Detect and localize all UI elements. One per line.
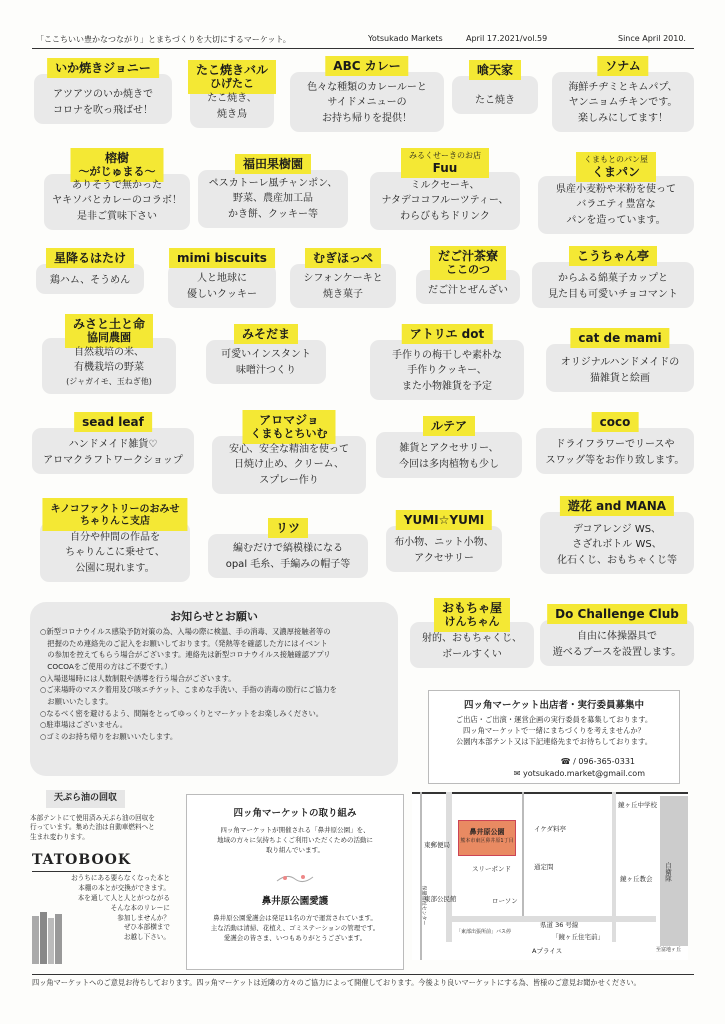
since: Since April 2010. (618, 34, 686, 43)
shop-card (190, 63, 274, 128)
oil-collection (30, 790, 175, 970)
notice-panel (30, 602, 398, 776)
shop-card (540, 499, 694, 574)
shop-name: くまもとのパン屋 くまパン (576, 152, 656, 182)
shop-name: ソナム (597, 56, 648, 76)
shop-desc: だご汁とぜんざい (428, 284, 508, 296)
shop-name: 喰天家 (469, 60, 521, 80)
shop-card (206, 327, 326, 384)
shop-card (42, 317, 176, 394)
shop-name: coco (592, 412, 639, 432)
shop-desc: デコアレンジ WS、 さざれボトル WS、 化石くじ、おもちゃくじ等 (557, 523, 677, 566)
shop-card (44, 151, 190, 230)
shop-card (552, 59, 694, 132)
shop-card (36, 251, 144, 294)
recruit-desc: ご出店・ご出演・運営企画の実行委員を募集しております。 四ッ角マーケットで一緒にまちづくりを考えませんか？ 公園内本部テント又は下記連絡先までお待ちしております。 (455, 715, 653, 746)
issue: April 17.2021/vol.59 (466, 34, 548, 43)
footer: 四ッ角マーケットへのご意見お待ちしております。四ッ角マーケットは近隣の方々のご協力によって開催しております。今後より良いマーケットにする為、皆様のご意見お聞かせください。 (32, 974, 694, 988)
map: 鼻井原公園 熊本市東区鼻井原1丁目 東郵便局 イケダ料亭 鏡ヶ丘中学校 スリーボンド 通定問 鏡ヶ丘教会 東部公民館 ローソン 県道 36 号線 「東部出張所前」バス停 Aプライス 「鏡ヶ丘住宅前」 保健福祉センター 自衛隊 至富地ヶ丘 (412, 792, 688, 960)
tatobook-text: おうちにある要らなくなった本と 本棚の本とが交換ができます。 本を通して人と人とがつながる そんな本のリレーに 参加しませんか？ ぜひ本部横まで お越し下さい。 (71, 874, 170, 942)
shop-name: Do Challenge Club (547, 604, 687, 624)
shop-card (34, 61, 172, 124)
notice-title: お知らせとお願い (170, 610, 258, 623)
notice-item: ○入場退場時には人数制限や誘導を行う場合がございます。 (40, 673, 236, 683)
shop-desc: たこ焼き (475, 94, 515, 106)
shop-name: mimi biscuits (169, 248, 275, 268)
shop-name: アロマジョ くまもとちいむ (243, 410, 336, 444)
shop-name: いか焼きジョニー (47, 58, 159, 78)
shop-desc: 自分や仲間の作品を ちゃりんこに乗せて、 公園に現れます。 (65, 531, 165, 574)
notice-item: 把握のため連絡先のご記入をお願いしております。（発熱等を確認した方にはイベント (40, 638, 328, 648)
recruit-box (428, 690, 680, 784)
recruit-title: 四ッ角マーケット出店者・実行委員募集中 (463, 700, 645, 711)
shop-name: みさと土と命 協同農園 (65, 314, 153, 348)
shop-desc: ミルクセーキ、 ナタデココフルーツティー、 わらびもちドリンク (381, 179, 509, 222)
shop-desc: 県産小麦粉や米粉を使って バラエティ豊富な パンを造っています。 (556, 183, 676, 226)
shop-name: だご汁茶寮 ここのつ (430, 246, 506, 280)
notice-item: ○ゴミのお持ち帰りをお願いいたします。 (40, 732, 178, 742)
shop-card (452, 63, 538, 114)
shop-name: おもちゃ屋 けんちゃん (434, 598, 510, 632)
shop-card (376, 419, 522, 478)
shop-card (532, 249, 694, 308)
shop-desc: 自由に体操器具で 遊べるブースを設置します。 (552, 631, 682, 658)
shop-desc: 手作りの梅干しや素朴な 手作りクッキー、 また小物雑貨を予定 (392, 349, 502, 392)
shop-card (538, 155, 694, 234)
shop-name: むぎほっぺ (305, 248, 381, 268)
brand: Yotsukado Markets (368, 34, 443, 43)
notice-item: ○なるべく密を避けるよう、間隔をとってゆっくりとマーケットをお楽しみください。 (40, 708, 324, 718)
shop-desc: ありそうで無かった ヤキソバとカレーのコラボ！ 是非ご賞味下さい (52, 179, 182, 222)
shop-card (370, 151, 520, 230)
park-area: 鼻井原公園 熊本市東区鼻井原1丁目 (458, 820, 516, 856)
email-link[interactable]: ✉ yotsukado.market@gmail.com (513, 769, 645, 778)
shop-desc: 可愛いインスタント 味噌汁つくり (221, 349, 311, 376)
oil-title: 天ぷら油の回収 (46, 790, 125, 808)
shop-name: ABC カレー (325, 56, 408, 76)
tatobook-section (30, 848, 170, 968)
shop-name: ルテア (423, 416, 475, 436)
tagline: 「ここちいい豊かなつながり」とまちづくりを大切にするマーケット。 (36, 35, 291, 44)
shop-desc: 雑貨とアクセサリー、 今回は多肉植物も少し (399, 443, 499, 470)
notice-item: お願いいたします。 (40, 697, 113, 707)
shop-desc: 布小物、ニット小物、 アクセサリー (394, 537, 494, 564)
notice-item: ○新型コロナウイルス感染予防対策の為、入場の際に検温、手の消毒、又濃厚接触者等の (40, 627, 331, 636)
shop-name: リツ (268, 518, 308, 538)
shop-desc: 射的、おもちゃくじ、 ボールすくい (422, 633, 522, 660)
shop-card (198, 157, 348, 228)
shop-name: YUMI☆YUMI (396, 510, 492, 530)
shop-name: 榕樹 〜がじゅまる〜 (71, 148, 164, 182)
books-icon (30, 910, 64, 966)
shop-card (208, 521, 368, 578)
notice-item: の参加を控えてもらう場合がございます。連絡先は新型コロナウイルス接触確認アプリ (40, 650, 331, 660)
shop-desc: オリジナルハンドメイドの 猫雑貨と絵画 (560, 357, 680, 384)
shop-card (546, 331, 694, 392)
shop-desc: 鶏ハム、そうめん (49, 274, 131, 286)
shop-desc: アツアツのいか焼きで コロナを吹っ飛ばせ！ (53, 89, 153, 116)
shop-card (540, 607, 694, 666)
shop-name: sead leaf (74, 412, 152, 432)
notice-item: COCOAをご使用の方はご不要です。） (40, 662, 172, 672)
shop-desc: ドライフラワーでリースや スワッグ等をお作り致します。 (545, 439, 685, 466)
shop-card (212, 413, 366, 494)
top-bar (32, 34, 694, 49)
shop-card (40, 504, 190, 582)
shop-name: みそだま (234, 324, 298, 344)
tatobook-logo: TATOBOOK (32, 850, 131, 872)
notice-list (40, 626, 390, 743)
shop-name: 遊花 and MANA (560, 496, 674, 516)
effort-title-2: 鼻井原公園愛護 (261, 896, 329, 907)
notice-item: ○ご来場時のマスク着用及び咳エチケット、こまめな手洗い、手指の消毒の励行にご協力を (40, 685, 337, 695)
shop-card (290, 59, 444, 132)
shop-desc: からふる綿菓子カップと 見た目も可愛いチョコマント (548, 273, 678, 300)
shop-card (370, 327, 524, 400)
shop-card (386, 513, 502, 572)
effort-box (186, 794, 404, 970)
shop-name: キノコファクトリーのおみせ ちゃりんこ支店 (42, 498, 187, 531)
effort-title: 四ッ角マーケットの取り組み (233, 808, 357, 819)
shop-name: たこ焼きバル ひげたこ (188, 60, 276, 94)
shop-desc: ペスカトーレ風チャンポン、 野菜、農産加工品 かき餅、クッキー等 (208, 177, 338, 220)
notice-item: ○駐車場はございません。 (40, 720, 128, 730)
shop-card (168, 251, 276, 308)
shop-card (536, 415, 694, 474)
shop-desc: 編むだけで縞模様になる opal 毛糸、手編みの帽子等 (225, 543, 351, 570)
shop-desc: シフォンケーキと 焼き菓子 (303, 273, 383, 300)
shop-desc: 自然栽培の米、 有機栽培の野菜 (ジャガイモ、玉ねぎ他) (66, 346, 152, 386)
shop-name: cat de mami (570, 328, 669, 348)
shop-card (32, 415, 194, 474)
shop-card (410, 601, 534, 668)
shop-name: こうちゃん亭 (569, 246, 657, 266)
shop-name: 星降るはたけ (46, 248, 134, 268)
shop-card (416, 249, 520, 304)
shop-name: 福田果樹園 (235, 154, 311, 174)
shop-desc: 色々な種類のカレールーと サイドメニューの お持ち帰りを提供！ (307, 81, 427, 124)
shop-desc: 安心、安全な精油を使って 日焼け止め、クリーム、 スプレー作り (229, 443, 349, 486)
oil-text: 本部テントにて使用済み天ぷら油の回収を 行っています。集めた油は自動車燃料へと 生まれ変わります。 (30, 813, 155, 842)
shop-desc: ハンドメイド雑貨♡ アロマクラフトワークショップ (43, 439, 183, 466)
shop-desc: たこ焼き、 焼き鳥 (207, 93, 257, 120)
shop-name: みるくせーきのお店 Fuu (401, 148, 489, 178)
flower-icon (275, 869, 315, 887)
shop-card (290, 251, 396, 308)
effort-text: 四ッ角マーケットが開催される「鼻井原公園」を、 地域の方々に気持ちよくご利用いただくための活動に 取り組んでいます。 (217, 826, 373, 855)
shop-name: アトリエ dot (402, 324, 493, 344)
effort-text-2: 鼻井原公園愛護会は発足11名の方で運営されています。 主な活動は清掃、花植え、ゴミステーションの管理です。 愛護会の皆さま、いつもありがとうございます。 (210, 914, 380, 943)
shop-desc: 海鮮チヂミとキムパプ、 ヤンニョムチキンです。 楽しみにしてます！ (568, 81, 678, 124)
phone-number[interactable]: ☎ / 096-365-0331 (560, 757, 635, 766)
shop-desc: 人と地球に 優しいクッキー (187, 273, 257, 300)
